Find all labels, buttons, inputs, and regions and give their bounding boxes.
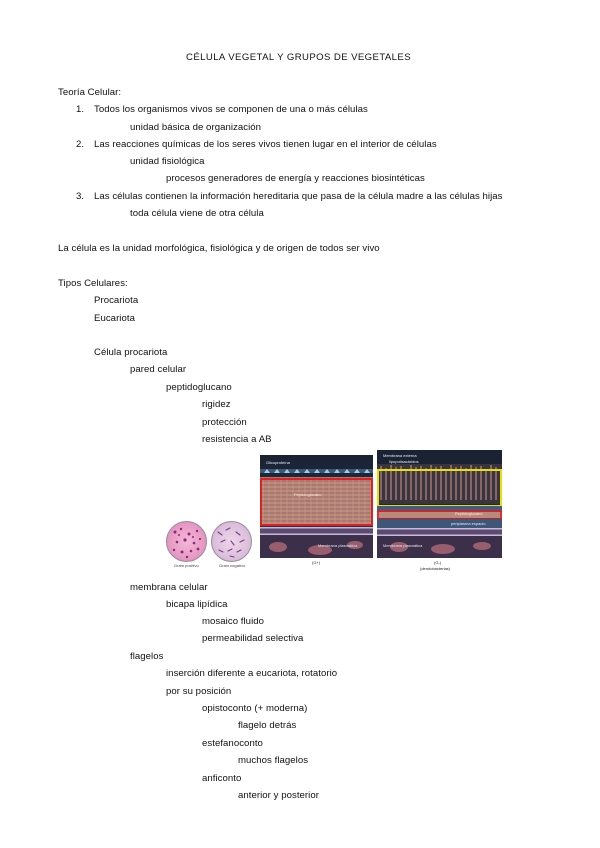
circle-caption-1: Gram positivo: [174, 563, 199, 568]
list-item-2-sub: unidad fisiológica: [130, 156, 205, 167]
gram-negative-micrograph: [211, 521, 252, 562]
flagelos: flagelos: [130, 651, 164, 662]
gram-positive-wall-diagram: [260, 455, 373, 558]
list-item-3-sub: toda célula viene de otra célula: [130, 208, 264, 219]
peptidoglucano: peptidoglucano: [166, 382, 232, 393]
rigidez: rigidez: [202, 399, 231, 410]
insercion: inserción diferente a eucariota, rotatorio: [166, 668, 338, 679]
list-item-1-sub: unidad básica de organización: [130, 122, 262, 133]
list-item-2: Las reacciones químicas de los seres vivos tienen lugar en el interior de células: [94, 139, 437, 150]
flagelo-detras: flagelo detrás: [238, 720, 297, 731]
proteccion: protección: [202, 417, 247, 428]
teoria-heading: Teoría Celular:: [58, 87, 122, 98]
muchos-flagelos: muchos flagelos: [238, 755, 309, 766]
pared-celular: pared celular: [130, 364, 187, 375]
gram-negative-wall-svg: [377, 450, 502, 558]
list-item-3: Las células contienen la información hereditaria que pasa de la célula madre a las células hijas: [94, 191, 503, 202]
list-number-1: 1.: [76, 104, 85, 115]
gn-figure-sublabel: (dendobacterias): [420, 566, 451, 571]
gram-positive-cells: [167, 522, 206, 561]
gn-bottom-label: Membrana plasmática: [383, 543, 423, 548]
tipos-heading: Tipos Celulares:: [58, 278, 128, 289]
gn-top-label-1: Membrana externa: [383, 453, 417, 458]
gn-figure-label: (G-): [434, 560, 442, 565]
page-title: CÉLULA VEGETAL Y GRUPOS DE VEGETALES: [186, 52, 412, 63]
gp-bottom-label: Membrana plasmática: [318, 543, 358, 548]
por-su-posicion: por su posición: [166, 686, 232, 697]
list-item-1: Todos los organismos vivos se componen de una o más células: [94, 104, 368, 115]
opistoconto: opistoconto (+ moderna): [202, 703, 308, 714]
list-item-2-subsub: procesos generadores de energía y reacciones biosintéticas: [166, 173, 425, 184]
list-number-2: 2.: [76, 139, 85, 150]
list-number-3: 3.: [76, 191, 85, 202]
gn-top-label-2: lipopolisacáridos: [389, 459, 419, 464]
gram-negative-wall-diagram: [377, 450, 502, 558]
estefanoconto: estefanoconto: [202, 738, 263, 749]
gram-negative-cells: [212, 522, 251, 561]
gn-mid-label: Peptidoglucano: [455, 511, 483, 516]
mosaico-fluido: mosaico fluido: [202, 616, 265, 627]
circle-caption-2: Gram negativo: [219, 563, 246, 568]
tipo-procariota: Procariota: [94, 295, 139, 306]
anficonto: anficonto: [202, 773, 242, 784]
resistencia-ab: resistencia a AB: [202, 434, 272, 445]
procariota-heading: Célula procariota: [94, 347, 168, 358]
gram-positive-micrograph: [166, 521, 207, 562]
gp-top-label: Glicoproteína: [266, 460, 290, 465]
tipo-eucariota: Eucariota: [94, 313, 135, 324]
bicapa-lipidica: bicapa lipídica: [166, 599, 228, 610]
cell-definition: La célula es la unidad morfológica, fisiológica y de origen de todos ser vivo: [58, 243, 380, 254]
permeabilidad-selectiva: permeabilidad selectiva: [202, 633, 304, 644]
gn-periplasm-label: periplasma espacio: [451, 521, 486, 526]
anterior-posterior: anterior y posterior: [238, 790, 319, 801]
gp-mid-label: Peptidoglucano: [294, 492, 322, 497]
membrana-celular: membrana celular: [130, 582, 208, 593]
gp-figure-label: (G+): [312, 560, 321, 565]
